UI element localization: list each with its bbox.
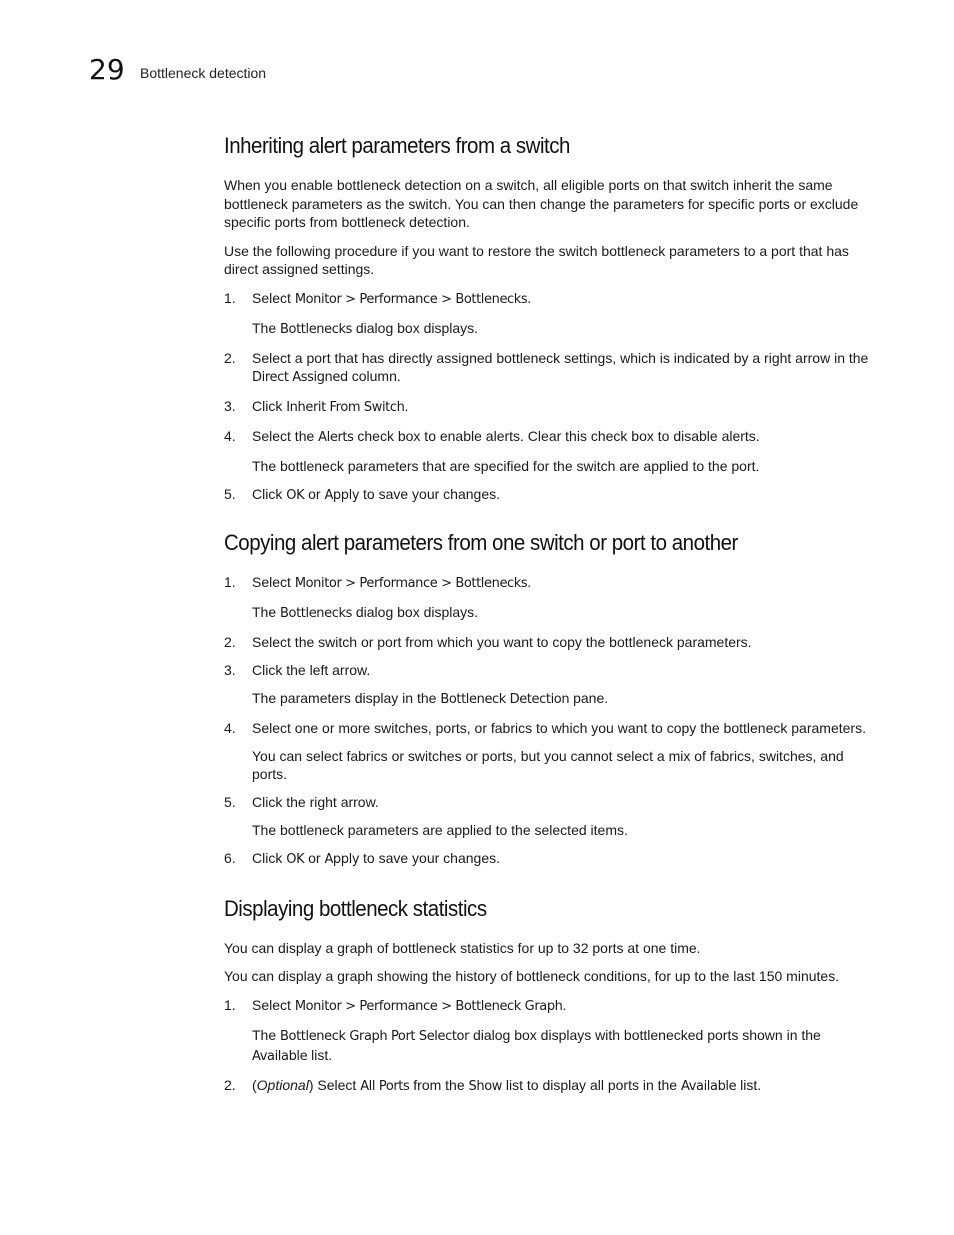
ui-label: Available: [252, 1049, 308, 1064]
step-text: Select: [252, 573, 295, 590]
step-item: [224, 849, 869, 870]
ui-label: Alerts: [318, 430, 354, 445]
ui-label: OK: [286, 852, 305, 867]
ui-label: Available: [681, 1079, 737, 1094]
note-text: The: [252, 319, 281, 336]
section-heading: Displaying bottleneck statistics: [224, 895, 487, 921]
section-heading: Copying alert parameters from one switch or port to another: [224, 529, 738, 555]
step-item: [224, 661, 869, 680]
step-item: [224, 573, 869, 594]
step-item: [224, 793, 869, 812]
ui-label: Monitor > Performance > Bottlenecks: [294, 291, 528, 307]
ui-label: Bottleneck Graph Port Selector: [280, 1028, 470, 1044]
step-text: .: [404, 398, 409, 414]
step-text: Click: [252, 850, 287, 866]
step-text: Select: [252, 289, 295, 306]
step-note: The bottleneck parameters that are specified for the switch are applied to the port.: [252, 458, 760, 474]
paragraph: You can display a graph of bottleneck statistics for up to 32 ports at one time.: [224, 939, 701, 956]
section-heading: Inheriting alert parameters from a switch: [224, 133, 570, 158]
step-text: .: [562, 996, 567, 1013]
paragraph: Use the following procedure if you want to restore the switch bottleneck parameters to a port that has direct assigned settings.: [224, 242, 849, 277]
section-inheriting-alert-parameters: [224, 130, 869, 506]
step-note: [224, 689, 869, 710]
note-text: dialog box displays.: [351, 319, 479, 336]
step-number: 6.: [224, 850, 236, 866]
step-text: list.: [736, 1077, 762, 1093]
chapter-title: Bottleneck detection: [140, 65, 267, 81]
step-number: 2.: [224, 633, 236, 650]
step-text: Select one or more switches, ports, or fabrics to which you want to copy the bottleneck parameters.: [252, 719, 866, 736]
step-number: 5.: [224, 794, 236, 810]
step-item: [224, 485, 869, 506]
step-text: from the: [409, 1077, 469, 1093]
step-number: 1.: [224, 996, 236, 1013]
step-text: .: [527, 289, 532, 306]
step-note: You can select fabrics or switches or ports, but you cannot select a mix of fabrics, switches, and ports.: [252, 747, 844, 782]
step-text: Click the left arrow.: [252, 661, 371, 678]
ui-label: Bottlenecks: [280, 605, 352, 621]
step-item: [224, 397, 869, 418]
step-text: to save your changes.: [359, 486, 501, 502]
step-note: [224, 1026, 869, 1067]
page-content: [224, 130, 869, 1106]
step-text: Click: [252, 486, 287, 502]
step-note: [224, 603, 869, 624]
step-item: [224, 289, 869, 310]
step-text: or: [304, 486, 325, 502]
ui-label: All Ports: [360, 1079, 410, 1094]
step-number: 4.: [224, 428, 236, 444]
step-text: column.: [347, 368, 401, 384]
step-number: 4.: [224, 719, 236, 736]
ui-label: Apply: [324, 852, 360, 867]
step-number: 2.: [224, 349, 236, 366]
ui-label: Inherit From Switch: [286, 400, 405, 415]
note-text: dialog box displays.: [351, 603, 479, 620]
step-text: Select: [252, 996, 295, 1013]
section-copying-alert-parameters: [224, 527, 869, 870]
step-item: [224, 427, 869, 448]
step-number: 2.: [224, 1077, 236, 1093]
note-text: pane.: [569, 689, 609, 706]
note-text: list.: [307, 1047, 333, 1063]
ui-label: OK: [286, 488, 305, 503]
step-text: list to display all ports in the: [502, 1077, 681, 1093]
step-item: [224, 996, 869, 1017]
ui-label: Apply: [324, 488, 360, 503]
note-text: The: [252, 603, 281, 620]
ui-label: Monitor > Performance > Bottleneck Graph: [294, 998, 563, 1014]
step-text: Select the: [252, 428, 319, 444]
ui-label: Show: [468, 1079, 503, 1094]
ui-label: Direct Assigned: [252, 370, 348, 385]
step-number: 3.: [224, 661, 236, 678]
step-item: [224, 349, 869, 388]
step-text: ) Select: [308, 1077, 361, 1093]
step-text: .: [527, 573, 532, 590]
ui-label: Bottlenecks: [280, 321, 352, 337]
note-text: The parameters display in the: [252, 689, 441, 706]
step-item: [224, 633, 869, 652]
step-note: The bottleneck parameters are applied to the selected items.: [252, 822, 628, 838]
step-text: Click the right arrow.: [252, 794, 379, 810]
section-displaying-bottleneck-statistics: [224, 893, 869, 1097]
step-text: to save your changes.: [359, 850, 501, 866]
step-number: 1.: [224, 289, 236, 306]
step-text: check box to enable alerts. Clear this check box to disable alerts.: [353, 428, 760, 444]
ui-label: Monitor > Performance > Bottlenecks: [294, 575, 528, 591]
chapter-number: 29: [89, 53, 125, 86]
note-text: The: [252, 1026, 281, 1043]
step-text: (: [252, 1077, 257, 1093]
step-text: Select the switch or port from which you want to copy the bottleneck parameters.: [252, 633, 752, 650]
step-item: [224, 719, 869, 738]
optional-label: Optional: [256, 1077, 309, 1093]
step-note: [224, 319, 869, 340]
step-text: Select a port that has directly assigned bottleneck settings, which is indicated by a right arrow in the: [252, 349, 869, 366]
note-text: dialog box displays with bottlenecked ports shown in the: [469, 1026, 821, 1043]
step-text: Click: [252, 398, 287, 414]
step-text: or: [304, 850, 325, 866]
step-number: 1.: [224, 573, 236, 590]
step-number: 5.: [224, 486, 236, 502]
paragraph: When you enable bottleneck detection on a switch, all eligible ports on that switch inherit the same bottleneck parameters as the switch. You can then change the parameters for specific ports or exclude specific ports from bottleneck detection.: [224, 177, 859, 230]
step-number: 3.: [224, 398, 236, 414]
paragraph: You can display a graph showing the history of bottleneck conditions, for up to the last 150 minutes.: [224, 968, 840, 984]
step-item: [224, 1076, 869, 1097]
ui-label: Bottleneck Detection: [440, 691, 570, 707]
